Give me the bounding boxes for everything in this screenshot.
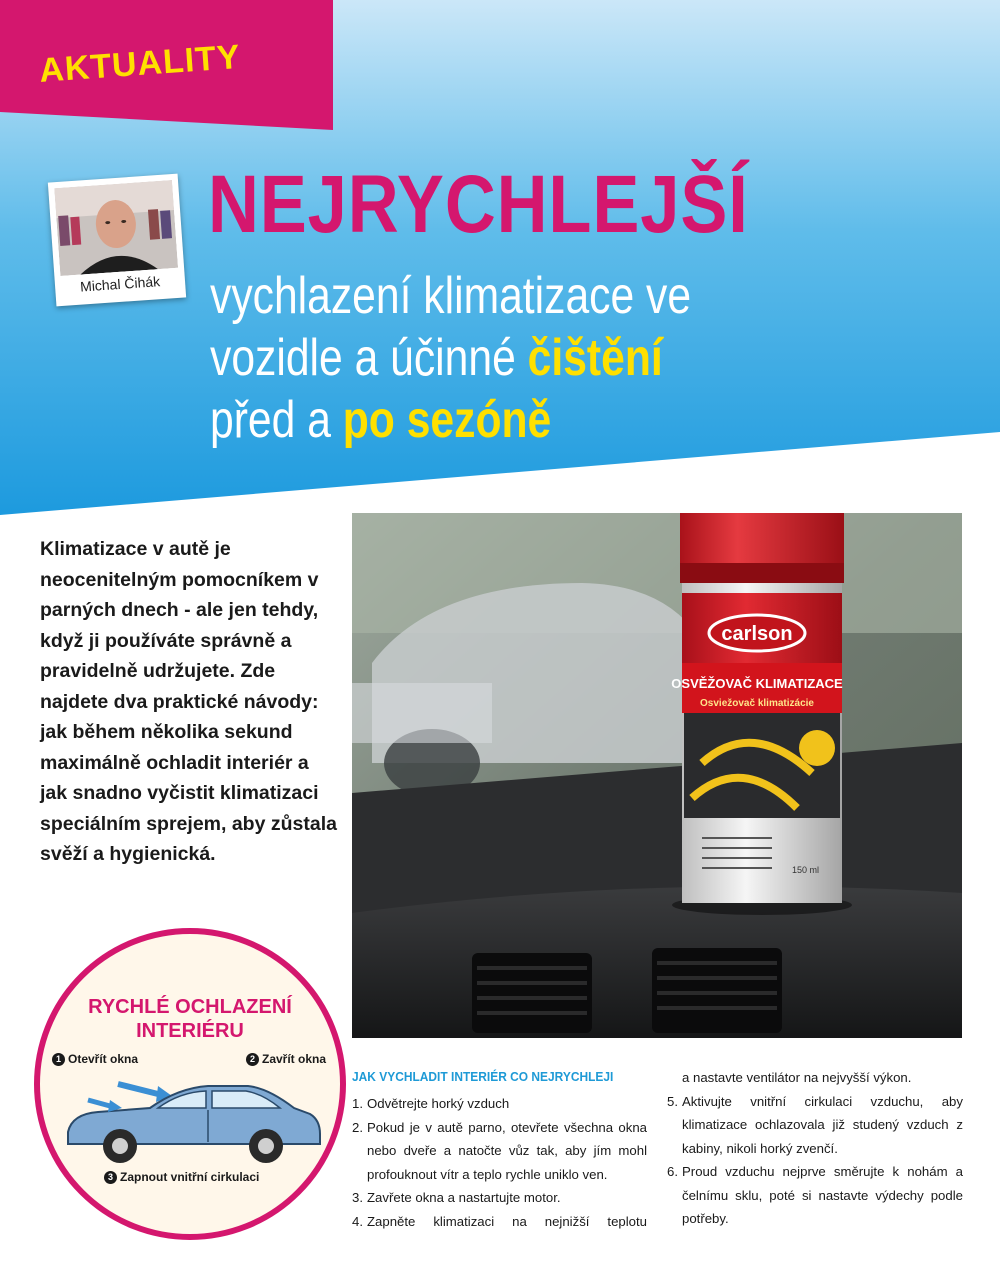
howto-step-number: 3.	[352, 1190, 363, 1205]
step-3-label: Zapnout vnitřní cirkulaci	[120, 1170, 260, 1184]
headline-line-2-text: vozidle a účinné	[210, 329, 528, 387]
howto-step-text: Aktivujte vnitřní cirkulaci vzduchu, aby klimatizace ochlazovala již studený vzduch z kabiny, nikoli horký zvenčí.	[682, 1093, 963, 1156]
product-name-sk: Osviežovač klimatizácie	[700, 698, 814, 709]
howto-step-text: Odvětrejte horký vzduch	[367, 1096, 510, 1111]
howto-list-column-1	[352, 1092, 647, 1233]
howto-step-text: Zavřete okna a nastartujte motor.	[367, 1190, 561, 1205]
infographic-step-2	[246, 1052, 326, 1066]
howto-step	[352, 1092, 647, 1116]
howto-step-text: a nastavte ventilátor na nejvyšší výkon.	[682, 1070, 912, 1085]
howto-step-number: 2.	[352, 1119, 363, 1135]
headline-line-2	[210, 330, 663, 386]
product-brand: carlson	[721, 623, 793, 645]
howto-title: JAK VYCHLADIT INTERIÉR CO NEJRYCHLEJI	[352, 1069, 614, 1084]
howto-step	[352, 1116, 647, 1187]
author-card	[48, 174, 186, 307]
lead-paragraph: Klimatizace v autě je neocenitelným pomocníkem v parných dnech - ale jen tehdy, když ji používáte správně a pravidelně udržujete. Zde najdete dva praktické návody: jak během několika sekund maximálně ochladit interiér a jak snadno vyčistit klimatizaci speciálním sprejem, aby zůstala svěží a hygienická.	[40, 538, 337, 865]
product-photo	[352, 513, 962, 1038]
headline-highlight-cleaning: čištění	[527, 329, 663, 387]
howto-list-column-2	[667, 1066, 963, 1231]
section-label: AKTUALITY	[38, 37, 242, 90]
howto-step-text: Zapněte klimatizaci na nejnižší teplotu	[367, 1213, 647, 1229]
headline-main: NEJRYCHLEJŠÍ	[208, 159, 749, 250]
howto-step-number: 1.	[352, 1096, 363, 1111]
step-2-label: Zavřít okna	[262, 1052, 327, 1066]
headline-line-1: vychlazení klimatizace ve	[210, 267, 692, 325]
howto-step-continuation	[667, 1066, 963, 1090]
howto-step	[352, 1186, 647, 1210]
product-volume: 150 ml	[792, 865, 820, 875]
howto-step-text: Pokud je v autě parno, otevřete všechna okna nebo dveře a natočte vůz tak, aby jím mohl profouknout vítr a teplo rychle uniklo ven.	[367, 1119, 647, 1182]
howto-step-number: 6.	[667, 1164, 678, 1179]
howto-step-number: 4.	[352, 1213, 363, 1229]
step-1-number-icon: 1	[52, 1053, 65, 1066]
howto-step	[667, 1160, 963, 1231]
product-name-cz: OSVĚŽOVAČ KLIMATIZACE	[671, 676, 843, 691]
howto-step	[667, 1090, 963, 1161]
infographic-step-3	[104, 1170, 259, 1184]
headline-highlight-season: po sezóně	[342, 391, 552, 449]
infographic-step-1	[52, 1052, 138, 1066]
howto-step-text: Proud vzduchu nejprve směrujte k nohám a čelnímu sklu, poté si nastavte výdechy podle potřeby.	[682, 1164, 963, 1226]
howto-step	[352, 1210, 647, 1234]
headline-line-3-text: před a	[210, 391, 343, 449]
step-1-label: Otevřít okna	[68, 1052, 139, 1066]
howto-step-number: 5.	[667, 1093, 678, 1109]
infographic-title-2: INTERIÉRU	[136, 1020, 244, 1042]
author-photo	[54, 180, 178, 276]
infographic-title-1: RYCHLÉ OCHLAZENÍ	[88, 996, 292, 1018]
infographic-badge	[34, 928, 346, 1240]
car-illustration	[58, 1070, 328, 1170]
step-3-number-icon: 3	[104, 1171, 117, 1184]
headline-line-3	[210, 392, 551, 448]
author-name: Michal Čihák	[79, 273, 161, 295]
step-2-number-icon: 2	[246, 1053, 259, 1066]
